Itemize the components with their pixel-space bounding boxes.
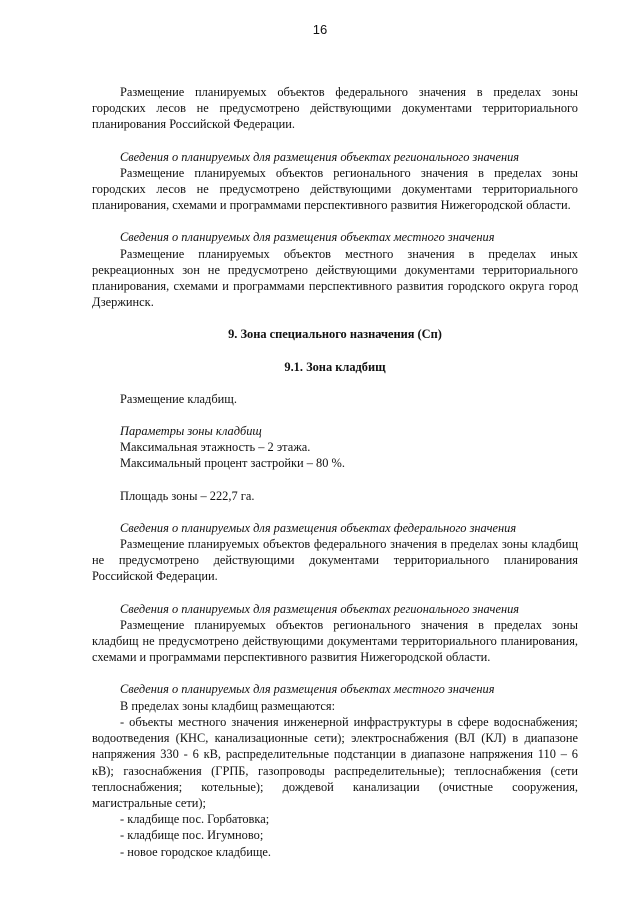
federal-heading: Сведения о планируемых для размещения объектах федерального значения <box>120 520 517 535</box>
document-body <box>92 84 578 860</box>
forest-local-heading: Сведения о планируемых для размещения объектах местного значения <box>120 230 495 245</box>
list-item: - объекты местного значения инженерной инфраструктуры в сфере водоснабжения; водоотведения (КНС, канализационные сети); электроснабжения (ВЛ (КЛ) в диапазоне напряжения 330 - 6 кВ, распределительные подстанции в диапазоне напряжения 110 – 6 кВ); газоснабжения (ГРПБ, газопроводы распределительные); теплоснабжения (сети теплоснабжения; котельные); дождевой канализации (очистные сооружения, магистральные сети); <box>92 714 578 810</box>
params-heading: Параметры зоны кладбищ <box>120 424 262 439</box>
section-title: 9. Зона специального назначения (Сп) <box>228 327 442 342</box>
list-item: - кладбище пос. Игумново; <box>120 828 264 843</box>
subsection-title: 9.1. Зона кладбищ <box>284 359 386 374</box>
forest-local-paragraph: Размещение планируемых объектов местного значения в пределах иных рекреационных зон не предусмотрено действующими документами территориального планирования, схемами и программами перспективного развития городского округа город Дзержинск. <box>92 246 578 310</box>
list-item: - новое городское кладбище. <box>120 844 271 859</box>
placement-text: Размещение кладбищ. <box>120 391 237 406</box>
regional-heading: Сведения о планируемых для размещения объектах регионального значения <box>120 601 520 616</box>
param-build: Максимальный процент застройки – 80 %. <box>120 456 345 471</box>
param-floors: Максимальная этажность – 2 этажа. <box>120 440 311 455</box>
regional-paragraph: Размещение планируемых объектов регионального значения в пределах зоны кладбищ не предусмотрено действующими документами территориального планирования, схемами и программами перспективного развития Нижегородской области. <box>92 617 578 665</box>
forest-regional-paragraph: Размещение планируемых объектов регионального значения в пределах зоны городских лесов не предусмотрено действующими документами территориального планирования, схемами и программами перспективного развития Нижегородской области. <box>92 165 578 213</box>
local-intro: В пределах зоны кладбищ размещаются: <box>120 698 336 713</box>
forest-federal-paragraph: Размещение планируемых объектов федерального значения в пределах зоны городских лесов не предусмотрено действующими документами территориального планирования Российской Федерации. <box>92 85 578 132</box>
zone-area: Площадь зоны – 222,7 га. <box>120 488 255 503</box>
forest-regional-heading: Сведения о планируемых для размещения объектах регионального значения <box>120 149 520 164</box>
list-item: - кладбище пос. Горбатовка; <box>120 812 270 827</box>
page-number: 16 <box>312 22 328 37</box>
local-heading: Сведения о планируемых для размещения объектах местного значения <box>120 682 495 697</box>
federal-paragraph: Размещение планируемых объектов федерального значения в пределах зоны кладбищ не предусмотрено действующими документами территориального планирования Российской Федерации. <box>92 537 578 584</box>
